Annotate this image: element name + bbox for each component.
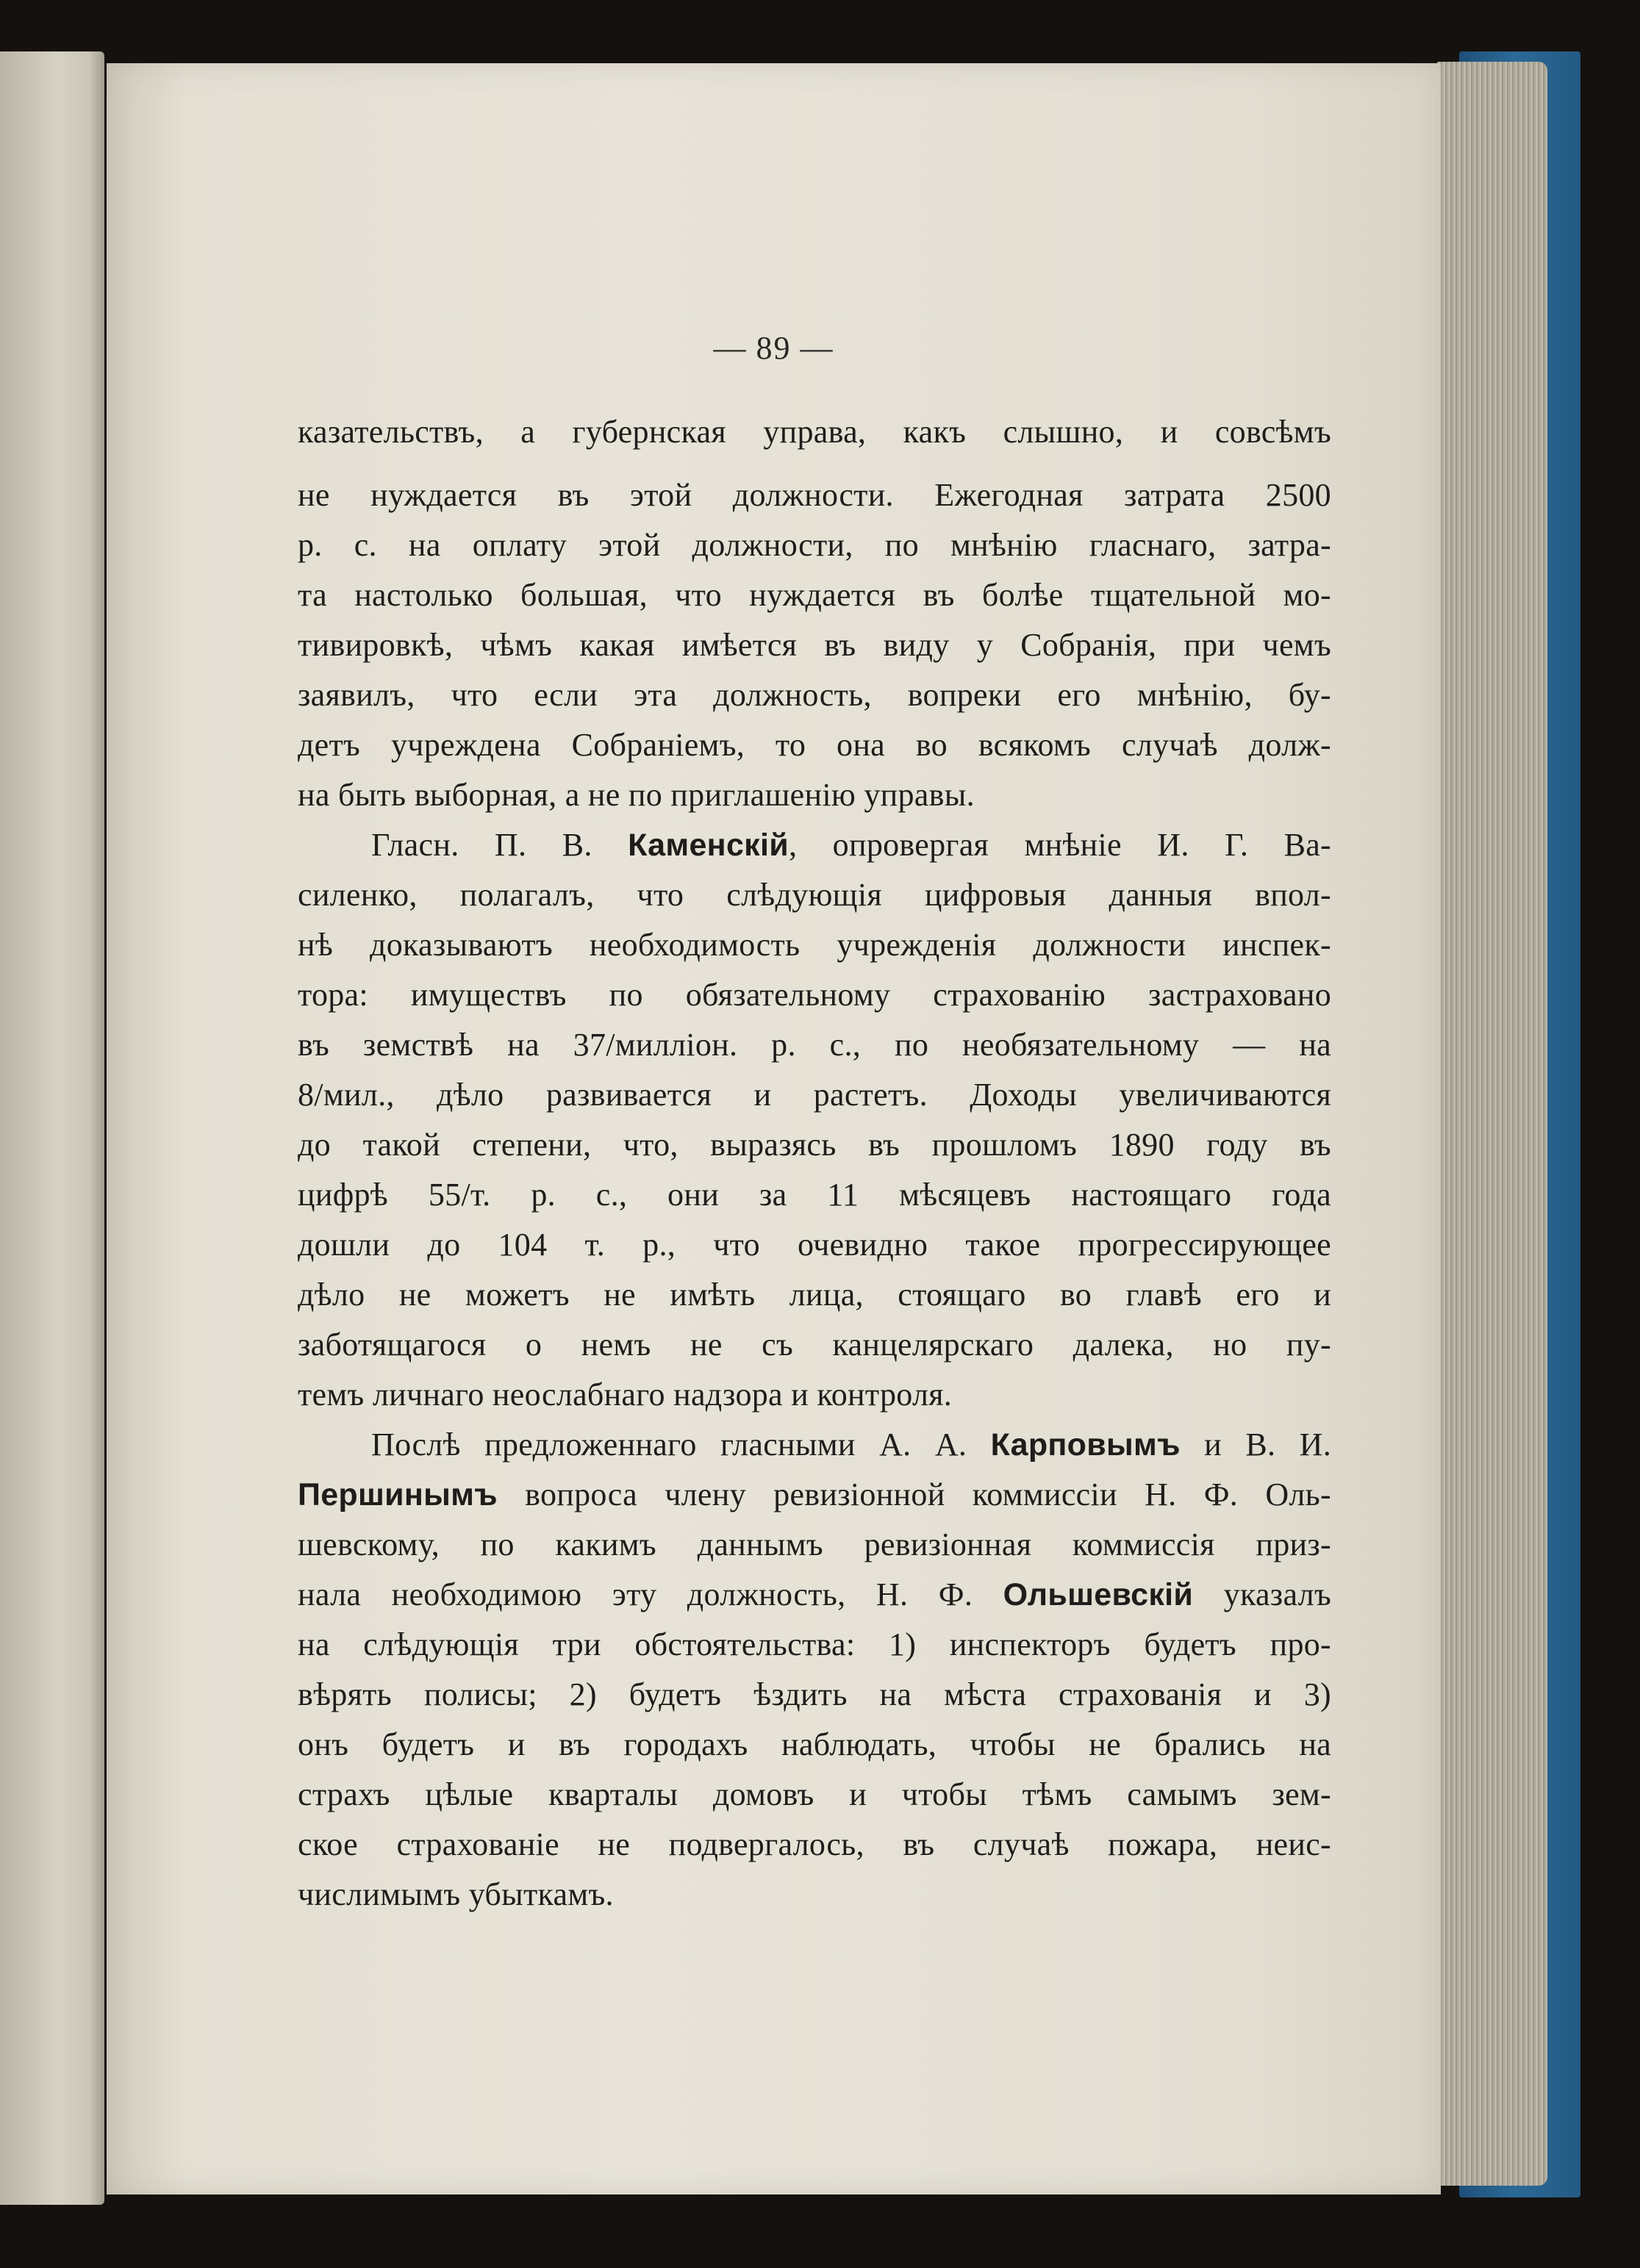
text-line-with-name bbox=[371, 1423, 1331, 1467]
line-text-after: вопроса члену ревизіонной коммиссіи Н. Ф. Оль- bbox=[497, 1476, 1331, 1512]
page-edges bbox=[1437, 62, 1547, 2186]
text-line: ское страхованіе не подвергалось, въ случаѣ пожара, неис- bbox=[298, 1826, 1331, 1862]
text-line: дошли до 104 т. р., что очевидно такое прогрессирующее bbox=[298, 1227, 1331, 1263]
text-line-with-name bbox=[371, 823, 1331, 867]
text-line: вѣрять полисы; 2) будетъ ѣздить на мѣста страхованія и 3) bbox=[298, 1676, 1331, 1712]
text-line: р. с. на оплату этой должности, по мнѣнію гласнаго, затра- bbox=[298, 527, 1331, 563]
speaker-name: Першинымъ bbox=[298, 1477, 498, 1512]
text-line: въ земствѣ на 37/милліон. р. с., по необязательному — на bbox=[298, 1027, 1331, 1063]
page-number bbox=[107, 329, 1441, 367]
text-line: на быть выборная, а не по приглашенію управы. bbox=[298, 777, 975, 813]
text-line: заботящагося о немъ не съ канцелярскаго далека, но пу- bbox=[298, 1327, 1331, 1363]
text-line: страхъ цѣлые кварталы домовъ и чтобы тѣмъ самымъ зем- bbox=[298, 1776, 1331, 1812]
line-text-before: Послѣ предложеннаго гласными А. А. bbox=[371, 1427, 991, 1463]
text-line: та настолько большая, что нуждается въ болѣе тщательной мо- bbox=[298, 577, 1331, 613]
text-line: заявилъ, что если эта должность, вопреки его мнѣнію, бу- bbox=[298, 677, 1331, 713]
text-line: детъ учреждена Собраніемъ, то она во всякомъ случаѣ долж- bbox=[298, 727, 1331, 763]
text-line: тивировкѣ, чѣмъ какая имѣется въ виду у Собранія, при чемъ bbox=[298, 627, 1331, 663]
line-text-after: , опровергая мнѣніе И. Г. Ва- bbox=[788, 827, 1331, 863]
line-text-before: Гласн. П. В. bbox=[371, 827, 629, 863]
text-line: до такой степени, что, выразясь въ прошломъ 1890 году въ bbox=[298, 1127, 1331, 1163]
text-line: темъ личнаго неослабнаго надзора и контроля. bbox=[298, 1377, 953, 1413]
line-text-before: нала необходимою эту должность, Н. Ф. bbox=[298, 1576, 1003, 1612]
page-number-value: 89 bbox=[756, 330, 792, 366]
text-line: дѣло не можетъ не имѣть лица, стоящаго во главѣ его и bbox=[298, 1277, 1331, 1313]
speaker-name: Каменскій bbox=[628, 828, 789, 863]
page-number-dash-right: — bbox=[800, 330, 834, 366]
speaker-name: Ольшевскій bbox=[1003, 1577, 1194, 1612]
book-page bbox=[107, 63, 1441, 2195]
line-text-after: указалъ bbox=[1193, 1576, 1331, 1612]
text-line: числимымъ убыткамъ. bbox=[298, 1876, 614, 1912]
text-line-with-name bbox=[298, 1473, 1331, 1517]
page-number-dash-left: — bbox=[713, 330, 748, 366]
text-line: цифрѣ 55/т. р. с., они за 11 мѣсяцевъ настоящаго года bbox=[298, 1177, 1331, 1213]
text-line: казательствъ, а губернская управа, какъ слышно, и совсѣмъ bbox=[298, 414, 1331, 450]
text-line: нѣ доказываютъ необходимость учрежденія должности инспек- bbox=[298, 927, 1331, 963]
left-facing-page-edge bbox=[0, 51, 104, 2205]
text-line: на слѣдующія три обстоятельства: 1) инспекторъ будетъ про- bbox=[298, 1626, 1331, 1662]
text-line: 8/мил., дѣло развивается и растетъ. Доходы увеличиваются bbox=[298, 1077, 1331, 1113]
text-line: шевскому, по какимъ даннымъ ревизіонная коммиссія приз- bbox=[298, 1526, 1331, 1562]
text-line-with-name bbox=[298, 1573, 1331, 1617]
speaker-name: Карповымъ bbox=[990, 1427, 1181, 1463]
text-line: тора: имуществъ по обязательному страхованію застраховано bbox=[298, 977, 1331, 1013]
text-line: силенко, полагалъ, что слѣдующія цифровыя данныя впол- bbox=[298, 877, 1331, 913]
text-line: не нуждается въ этой должности. Ежегодная затрата 2500 bbox=[298, 477, 1331, 513]
text-line: онъ будетъ и въ городахъ наблюдать, чтобы не брались на bbox=[298, 1726, 1331, 1762]
line-text-after: и В. И. bbox=[1180, 1427, 1331, 1463]
